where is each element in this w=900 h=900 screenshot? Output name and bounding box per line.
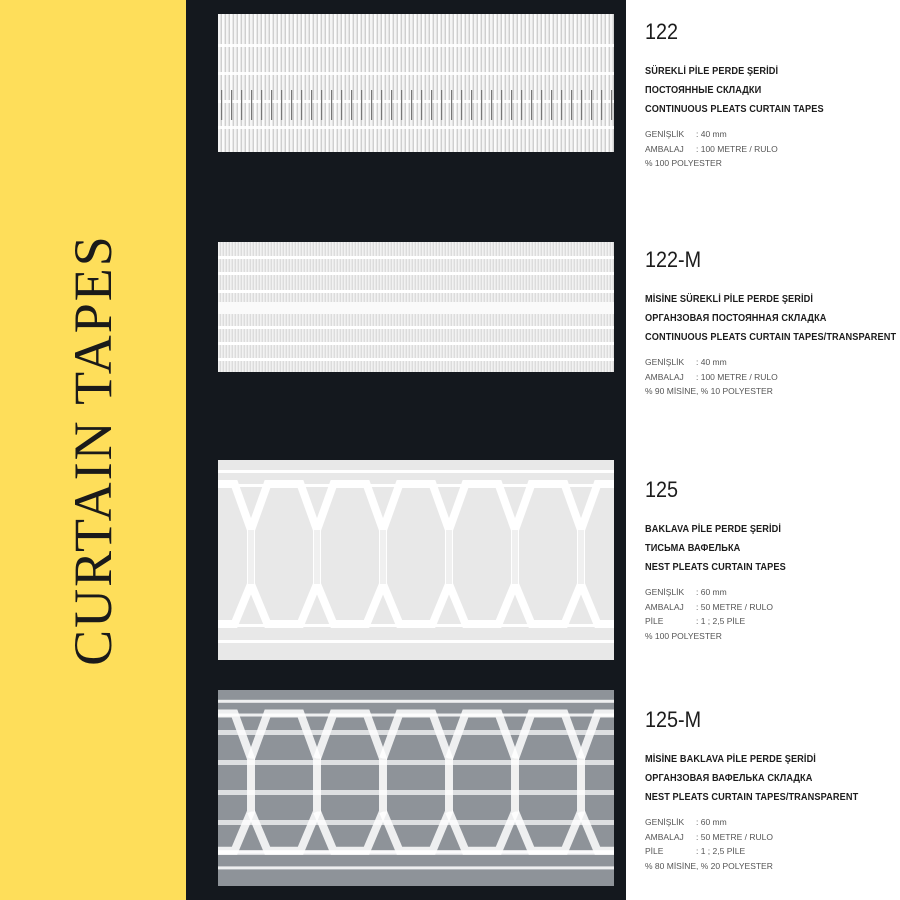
product-specs	[645, 127, 895, 171]
spec-row: AMBALAJ : 100 METRE / RULO	[645, 371, 778, 382]
product-name-tr: BAKLAVA PİLE PERDE ŞERİDİ	[645, 524, 782, 535]
product-name-en: CONTINUOUS PLEATS CURTAIN TAPES	[645, 104, 824, 115]
spec-row: % 80 MİSİNE, % 20 POLYESTER	[645, 860, 773, 871]
product-name-ru: ТИСЬМА ВАФЕЛЬКА	[645, 543, 741, 554]
tape-sample-122-m	[218, 242, 614, 372]
product-info-122	[645, 20, 895, 171]
spec-row: AMBALAJ : 50 METRE / RULO	[645, 601, 773, 612]
product-name-ru: ПОСТОЯННЫЕ СКЛАДКИ	[645, 85, 762, 96]
spec-row: % 100 POLYESTER	[645, 158, 722, 168]
spec-row: GENİŞLİK : 60 mm	[645, 587, 727, 597]
tape-sample-125-m	[218, 690, 614, 886]
product-code: 122-M	[645, 247, 702, 272]
spec-row: AMBALAJ : 50 METRE / RULO	[645, 831, 773, 842]
product-code: 122	[645, 19, 679, 44]
tape-sample-125	[218, 460, 614, 660]
sidebar-banner	[0, 0, 186, 900]
product-name-en: NEST PLEATS CURTAIN TAPES/TRANSPARENT	[645, 792, 859, 803]
spec-row: % 100 POLYESTER	[645, 630, 722, 641]
spec-row: % 90 MİSİNE, % 10 POLYESTER	[645, 386, 773, 396]
product-specs	[645, 815, 895, 873]
product-info-125	[645, 478, 895, 643]
spec-row: PİLE : 1 ; 2,5 PİLE	[645, 846, 746, 856]
product-info-122-m	[645, 248, 895, 399]
product-name-ru: ОРГАНЗОВАЯ ВАФЕЛЬКА СКЛАДКА	[645, 773, 813, 784]
product-info-125-m	[645, 708, 895, 873]
product-name-en: CONTINUOUS PLEATS CURTAIN TAPES/TRANSPARENT	[645, 332, 897, 343]
spec-row: GENİŞLİK : 40 mm	[645, 129, 727, 139]
spec-row: GENİŞLİK : 60 mm	[645, 817, 727, 827]
tape-sample-122	[218, 14, 614, 152]
product-name-tr: SÜREKLİ PİLE PERDE ŞERİDİ	[645, 66, 779, 77]
spec-row: AMBALAJ : 100 METRE / RULO	[645, 143, 778, 154]
catalog-title: CURTAIN TAPES	[63, 234, 123, 666]
product-name-tr: MİSİNE BAKLAVA PİLE PERDE ŞERİDİ	[645, 754, 816, 765]
product-name-ru: ОРГАНЗОВАЯ ПОСТОЯННАЯ СКЛАДКА	[645, 313, 827, 324]
spec-row: PİLE : 1 ; 2,5 PİLE	[645, 616, 746, 626]
spec-row: GENİŞLİK : 40 mm	[645, 357, 727, 367]
product-name-tr: MİSİNE SÜREKLİ PİLE PERDE ŞERİDİ	[645, 294, 814, 305]
product-specs	[645, 585, 895, 643]
product-name-en: NEST PLEATS CURTAIN TAPES	[645, 562, 786, 573]
product-specs	[645, 355, 895, 399]
product-code: 125-M	[645, 707, 702, 732]
product-code: 125	[645, 477, 679, 502]
